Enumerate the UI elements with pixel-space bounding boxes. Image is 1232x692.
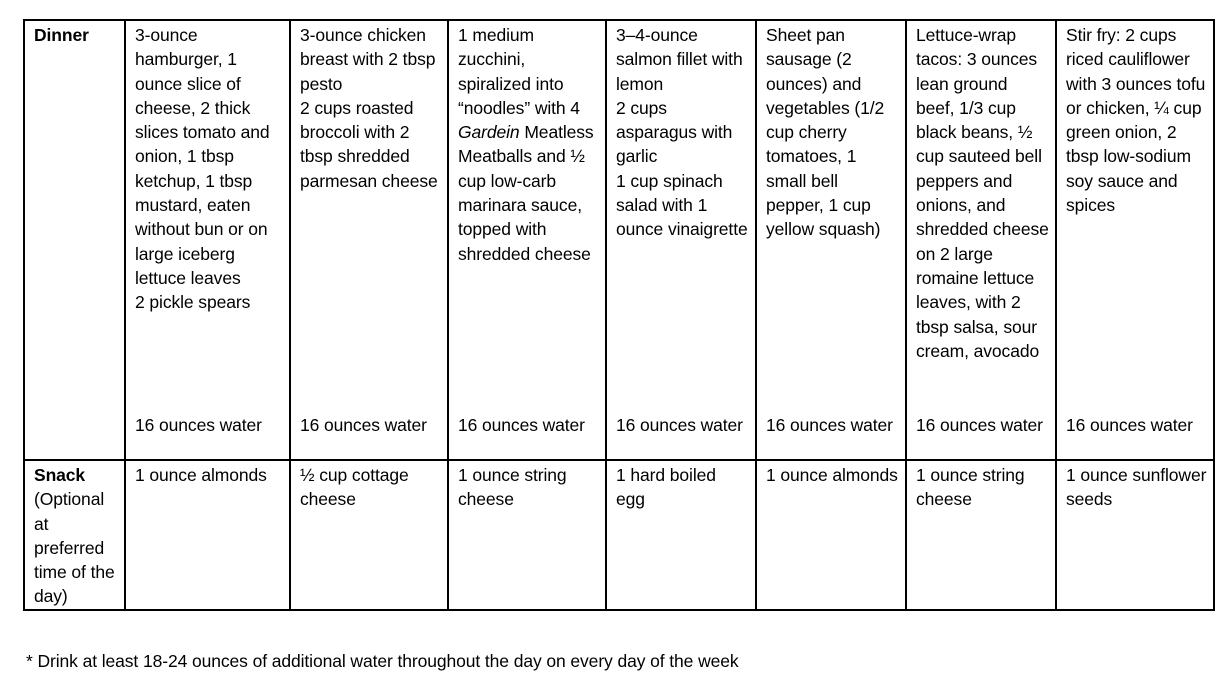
dinner-label-cell bbox=[24, 20, 125, 460]
snack-day-2 bbox=[290, 460, 448, 610]
snack-label-cell bbox=[24, 460, 125, 610]
dinner-extra-text: 2 cups asparagus with garlic bbox=[616, 97, 733, 167]
snack-row bbox=[24, 460, 1214, 610]
dinner-day-4 bbox=[606, 20, 756, 460]
dinner-label: Dinner bbox=[34, 25, 89, 45]
dinner-meal-text: Sheet pan sausage (2 ounces) and vegetables (1/2 cup cherry tomatoes, 1 small bell pepper, 1 cup yellow squash) bbox=[766, 25, 885, 240]
dinner-day-1 bbox=[125, 20, 290, 460]
snack-day-6 bbox=[906, 460, 1056, 610]
dinner-day-7 bbox=[1056, 20, 1214, 460]
dinner-extra-text: 2 cups roasted broccoli with 2 tbsp shredded parmesan cheese bbox=[300, 97, 438, 191]
dinner-day-6 bbox=[906, 20, 1056, 460]
dinner-water-text: 16 ounces water bbox=[300, 415, 427, 435]
meal-plan-table bbox=[23, 19, 1215, 611]
snack-text: 1 ounce almonds bbox=[766, 465, 898, 485]
dinner-meal-text: 3–4-ounce salmon fillet with lemon bbox=[616, 25, 743, 94]
snack-text: 1 ounce almonds bbox=[135, 465, 267, 485]
snack-text: 1 ounce sunflower seeds bbox=[1066, 465, 1207, 510]
dinner-meal-text: Lettuce-wrap tacos: 3 ounces lean ground beef, 1/3 cup black beans, ½ cup sauteed bell peppers and onions, and shredded cheese bbox=[916, 25, 1049, 240]
dinner-meal-text: Stir fry: 2 cups riced cauliflower with 3 ounces tofu or chicken, ¼ cup green onion, 2 tbsp low-sodium soy sauce and spices bbox=[1066, 25, 1206, 216]
snack-sublabel: (Optional at preferred time of the day) bbox=[34, 489, 115, 607]
dinner-water-text: 16 ounces water bbox=[458, 415, 585, 435]
snack-text: ½ cup cottage cheese bbox=[300, 465, 409, 510]
dinner-day-5 bbox=[756, 20, 906, 460]
snack-day-5 bbox=[756, 460, 906, 610]
dinner-water-text: 16 ounces water bbox=[135, 415, 262, 435]
dinner-day-2 bbox=[290, 20, 448, 460]
dinner-meal-text: 3-ounce hamburger, 1 ounce slice of cheese, 2 thick slices tomato and onion, 1 tbsp ketchup, 1 tbsp mustard, eaten without bun or on large iceberg lettuce leaves bbox=[135, 25, 270, 288]
dinner-water-text: 16 ounces water bbox=[766, 415, 893, 435]
dinner-extra-text-2: 1 cup spinach salad with 1 ounce vinaigrette bbox=[616, 170, 748, 240]
dinner-row bbox=[24, 20, 1214, 460]
snack-text: 1 ounce string cheese bbox=[458, 465, 567, 510]
dinner-meal-text-post: Meatless Meatballs and ½ cup low-carb marinara sauce, topped with shredded cheese bbox=[458, 122, 594, 264]
dinner-day-3 bbox=[448, 20, 606, 460]
water-footnote: * Drink at least 18-24 ounces of additional water throughout the day on every day of the week bbox=[26, 651, 739, 671]
dinner-water-text: 16 ounces water bbox=[916, 415, 1043, 435]
snack-text: 1 hard boiled egg bbox=[616, 465, 716, 510]
dinner-meal-text: 3-ounce chicken breast with 2 tbsp pesto bbox=[300, 25, 436, 94]
dinner-meal-text-pre: 1 medium zucchini, spiralized into “noodles” with 4 bbox=[458, 25, 580, 118]
snack-text: 1 ounce string cheese bbox=[916, 465, 1025, 510]
dinner-water-text: 16 ounces water bbox=[616, 415, 743, 435]
dinner-meal-brand: Gardein bbox=[458, 122, 520, 143]
dinner-extra-text: 2 pickle spears bbox=[135, 292, 251, 313]
snack-day-7 bbox=[1056, 460, 1214, 610]
snack-day-1 bbox=[125, 460, 290, 610]
snack-day-4 bbox=[606, 460, 756, 610]
snack-day-3 bbox=[448, 460, 606, 610]
dinner-water-text: 16 ounces water bbox=[1066, 415, 1193, 435]
dinner-extra-text: on 2 large romaine lettuce leaves, with 2 tbsp salsa, sour cream, avocado bbox=[916, 243, 1040, 361]
snack-label: Snack bbox=[34, 465, 86, 485]
